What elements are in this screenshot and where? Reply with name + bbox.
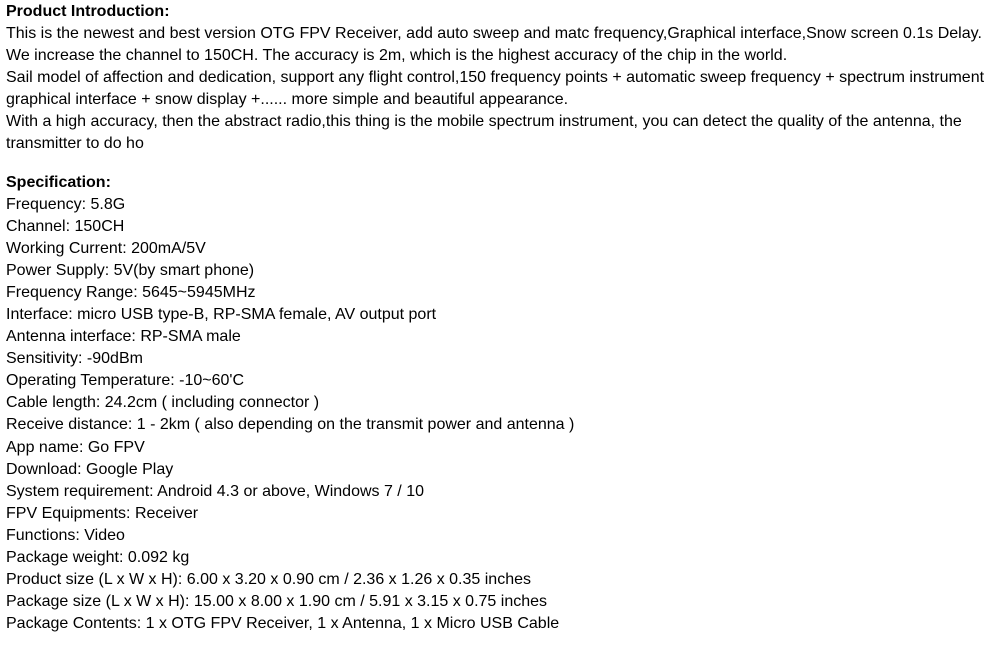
product-introduction-body — [6, 23, 996, 155]
section-spacer — [6, 155, 996, 172]
spec-item: Download: Google Play — [6, 460, 174, 478]
spec-item: App name: Go FPV — [6, 438, 145, 456]
spec-item: Package Contents: 1 x OTG FPV Receiver, 1 x Antenna, 1 x Micro USB Cable — [6, 614, 560, 632]
intro-paragraph: With a high accuracy, then the abstract radio,this thing is the mobile spectrum instrument, you can detect the quality of the antenna, the transmitter to do ho — [6, 113, 962, 152]
spec-item: Product size (L x W x H): 6.00 x 3.20 x 0.90 cm / 2.36 x 1.26 x 0.35 inches — [6, 570, 531, 588]
spec-item: Package weight: 0.092 kg — [6, 548, 190, 566]
spec-item: Package size (L x W x H): 15.00 x 8.00 x 1.90 cm / 5.91 x 3.15 x 0.75 inches — [6, 592, 548, 610]
product-introduction-heading: Product Introduction: — [6, 3, 170, 20]
spec-item: Operating Temperature: -10~60'C — [6, 372, 245, 390]
spec-item: Power Supply: 5V(by smart phone) — [6, 262, 255, 280]
spec-item: Antenna interface: RP-SMA male — [6, 328, 241, 346]
spec-item: FPV Equipments: Receiver — [6, 504, 199, 522]
specification-heading: Specification: — [6, 174, 111, 191]
product-document — [6, 1, 996, 635]
spec-item: Cable length: 24.2cm ( including connector ) — [6, 394, 320, 412]
spec-item: Frequency: 5.8G — [6, 196, 126, 213]
specification-list — [6, 194, 996, 635]
spec-item: Sensitivity: -90dBm — [6, 350, 143, 368]
product-introduction-section — [6, 1, 996, 155]
spec-item: Functions: Video — [6, 526, 125, 544]
spec-item: System requirement: Android 4.3 or above, Windows 7 / 10 — [6, 482, 424, 500]
spec-item: Frequency Range: 5645~5945MHz — [6, 284, 256, 302]
spec-item: Working Current: 200mA/5V — [6, 240, 206, 258]
spec-item: Interface: micro USB type-B, RP-SMA female, AV output port — [6, 306, 437, 324]
spec-item: Channel: 150CH — [6, 218, 125, 236]
intro-paragraph: We increase the channel to 150CH. The accuracy is 2m, which is the highest accuracy of the chip in the world. — [6, 47, 788, 64]
intro-paragraph: This is the newest and best version OTG FPV Receiver, add auto sweep and matc frequency,Graphical interface,Snow screen 0.1s Delay. — [6, 25, 982, 42]
intro-paragraph: Sail model of affection and dedication, support any flight control,150 frequency points + automatic sweep frequency + spectrum instrument graphical interface + snow display +...... more simple and beautiful appearance. — [6, 69, 985, 108]
specification-section — [6, 172, 996, 635]
spec-item: Receive distance: 1 - 2km ( also depending on the transmit power and antenna ) — [6, 416, 575, 434]
